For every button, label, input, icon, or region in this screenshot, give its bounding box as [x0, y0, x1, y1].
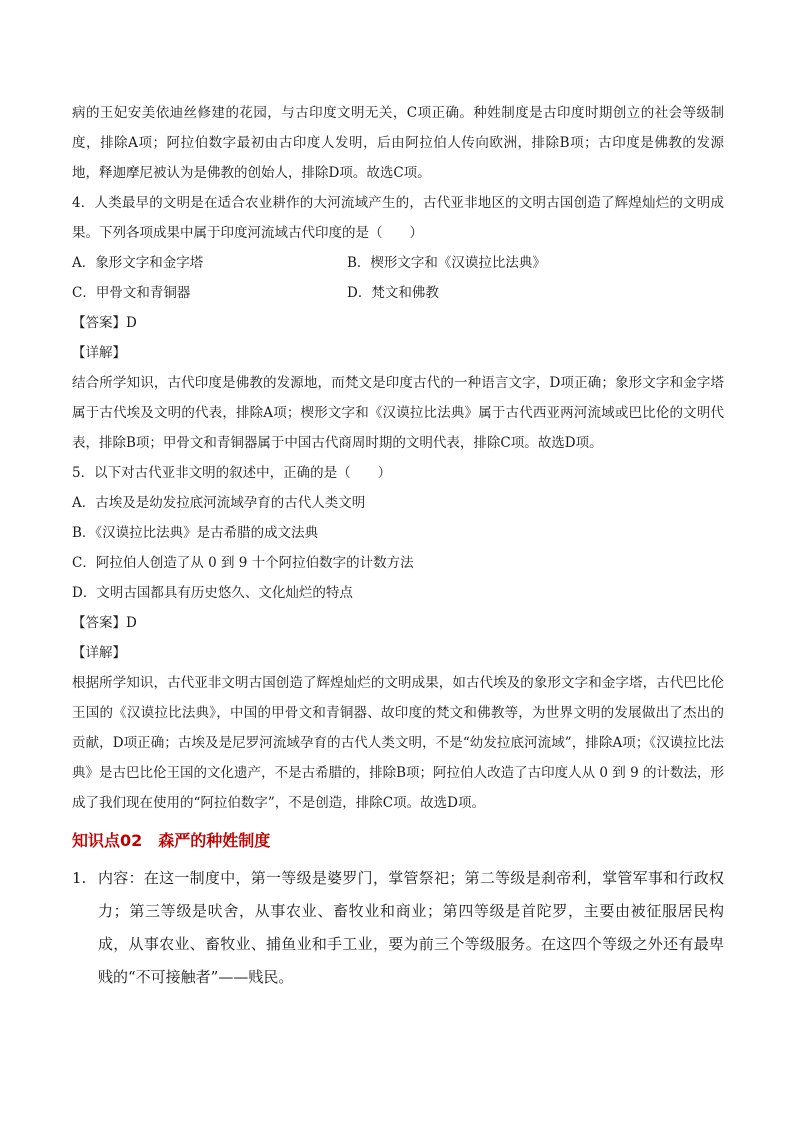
section-title: 森严的种姓制度	[158, 831, 271, 850]
list-item-text: 内容：在这一制度中，第一等级是婆罗门，掌管祭祀；第二等级是刹帝利，掌管军事和行政权力；第三等级是吠舍，从事农业、畜牧业和商业；第四等级是首陀罗，主要由被征服居民构成，从事农业、畜牧业、捕鱼业和手工业，要为前三个等级服务。在这四个等级之外还有最卑贱的“不可接触者”——贱民。	[98, 869, 724, 986]
question-4-option-a: A．象形文字和金字塔	[72, 255, 204, 271]
question-4-option-b: B．楔形文字和《汉谟拉比法典》	[347, 255, 546, 271]
question-4-stem: 4．人类最早的文明是在适合农业耕作的大河流域产生的，古代亚非地区的文明古国创造了辉煌灿烂的文明成果。下列各项成果中属于印度河流域古代印度的是（ ）	[72, 195, 724, 241]
question-5-detail-tag: 【详解】	[72, 645, 126, 661]
list-item	[72, 862, 724, 994]
question-5-option-b: B．《汉谟拉比法典》是古希腊的成文法典	[72, 525, 319, 541]
section-heading	[72, 824, 724, 858]
question-4	[72, 188, 724, 458]
list-item-index: 1.	[72, 869, 87, 887]
question-4-options-row-1	[72, 248, 724, 278]
question-5-detail: 根据所学知识，古代亚非文明古国创造了辉煌灿烂的文明成果，如古代埃及的象形文字和金字塔，古代巴比伦王国的《汉谟拉比法典》，中国的甲骨文和青铜器、故印度的梵文和佛教等，为世界文明的发展做出了杰出的贡献，D项正确；古埃及是尼罗河流域孕育的古代人类文明，不是“幼发拉底河流域”，排除A项；《汉谟拉比法典》是古巴比伦王国的文化遗产，不是古希腊的，排除B项；阿拉伯人改造了古印度人从 0 到 9 的计数法，形成了我们现在使用的“阿拉伯数字”，不是创造，排除C项。故选D项。	[72, 675, 724, 811]
question-5-option-c: C．阿拉伯人创造了从 0 到 9 十个阿拉伯数字的计数方法	[72, 555, 414, 571]
question-5-stem: 5．以下对古代亚非文明的叙述中，正确的是（ ）	[72, 465, 392, 481]
intro-paragraph: 病的王妃安美依迪丝修建的花园，与古印度文明无关，C项正确。种姓制度是古印度时期创立的社会等级制度，排除A项；阿拉伯数字最初由古印度人发明，后由阿拉伯人传向欧洲，排除B项；古印度是佛教的发源地，释迦摩尼被认为是佛教的创始人，排除D项。故选C项。	[72, 105, 724, 181]
section-number: 知识点02	[72, 831, 143, 850]
question-5-option-a: A．古埃及是幼发拉底河流域孕育的古代人类文明	[72, 495, 366, 511]
question-5	[72, 458, 724, 818]
question-5-answer: 【答案】D	[72, 615, 137, 631]
question-5-option-d: D．文明古国都具有历史悠久、文化灿烂的特点	[72, 585, 353, 601]
question-4-option-c: C．甲骨文和青铜器	[72, 285, 191, 301]
question-4-detail: 结合所学知识，古代印度是佛教的发源地，而梵文是印度古代的一种语言文字，D项正确；象形文字和金字塔属于古代埃及文明的代表，排除A项；楔形文字和《汉谟拉比法典》属于古代西亚两河流域或巴比伦的文明代表，排除B项；甲骨文和青铜器属于中国古代商周时期的文明代表，排除C项。故选D项。	[72, 375, 724, 451]
question-4-answer: 【答案】D	[72, 315, 137, 331]
question-4-option-d: D．梵文和佛教	[347, 285, 439, 301]
question-4-detail-tag: 【详解】	[72, 345, 126, 361]
question-4-options-row-2	[72, 278, 724, 308]
document-body	[72, 98, 724, 994]
